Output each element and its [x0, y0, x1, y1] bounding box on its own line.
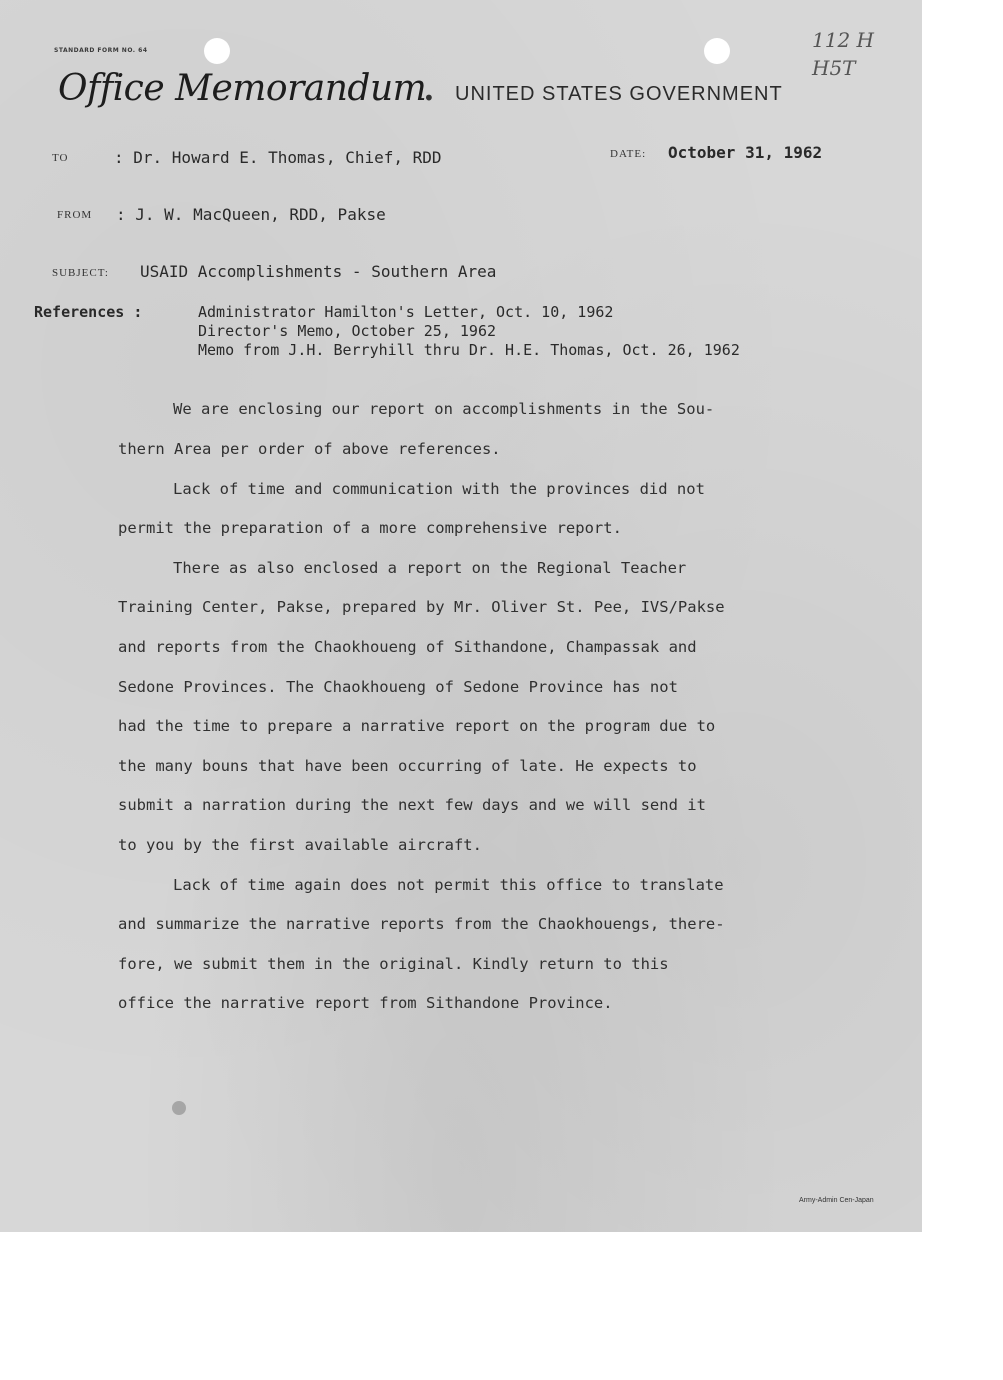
ink-smudge — [172, 1101, 186, 1115]
punch-hole-left — [204, 38, 230, 64]
references-label: References : — [34, 303, 143, 321]
title-bullet: • — [423, 86, 435, 110]
from-value: : J. W. MacQueen, RDD, Pakse — [116, 205, 386, 224]
body-line: office the narrative report from Sithandone Province. — [118, 994, 613, 1012]
body-line: There as also enclosed a report on the Regional Teacher — [173, 559, 687, 577]
to-label: TO — [52, 152, 69, 164]
body-line: to you by the first available aircraft. — [118, 836, 482, 854]
to-value: : Dr. Howard E. Thomas, Chief, RDD — [114, 148, 442, 167]
subject-value: USAID Accomplishments - Southern Area — [140, 262, 497, 281]
reference-item: Memo from J.H. Berryhill thru Dr. H.E. Thomas, Oct. 26, 1962 — [198, 341, 740, 359]
body-line: Lack of time again does not permit this office to translate — [173, 876, 724, 894]
handwritten-note-2: H5T — [812, 56, 856, 80]
punch-hole-right — [704, 38, 730, 64]
date-value: October 31, 1962 — [668, 143, 823, 162]
body-line: and summarize the narrative reports from the Chaokhouengs, there- — [118, 915, 725, 933]
body-line: the many bouns that have been occurring of late. He expects to — [118, 757, 697, 775]
body-line: and reports from the Chaokhoueng of Sithandone, Champassak and — [118, 638, 697, 656]
government-heading: UNITED STATES GOVERNMENT — [455, 83, 783, 105]
handwritten-note-1: 112 H — [812, 28, 874, 52]
body-line: had the time to prepare a narrative report on the program due to — [118, 717, 716, 735]
body-line: thern Area per order of above references. — [118, 440, 501, 458]
memo-title: Office Memorandum — [58, 68, 427, 109]
form-number: STANDARD FORM NO. 64 — [54, 47, 148, 54]
body-line: permit the preparation of a more comprehensive report. — [118, 519, 622, 537]
body-line: Sedone Provinces. The Chaokhoueng of Sedone Province has not — [118, 678, 678, 696]
subject-label: SUBJECT: — [52, 267, 109, 279]
from-label: FROM — [57, 209, 93, 221]
body-line: We are enclosing our report on accomplishments in the Sou- — [173, 400, 715, 418]
body-line: fore, we submit them in the original. Kindly return to this — [118, 955, 669, 973]
body-line: Lack of time and communication with the provinces did not — [173, 480, 705, 498]
reference-item: Administrator Hamilton's Letter, Oct. 10, 1962 — [198, 303, 614, 321]
date-label: DATE: — [610, 148, 647, 160]
body-line: Training Center, Pakse, prepared by Mr. Oliver St. Pee, IVS/Pakse — [118, 598, 725, 616]
body-line: submit a narration during the next few days and we will send it — [118, 796, 706, 814]
printer-credit: Army-Admin Cen-Japan — [799, 1197, 874, 1204]
reference-item: Director's Memo, October 25, 1962 — [198, 322, 497, 340]
